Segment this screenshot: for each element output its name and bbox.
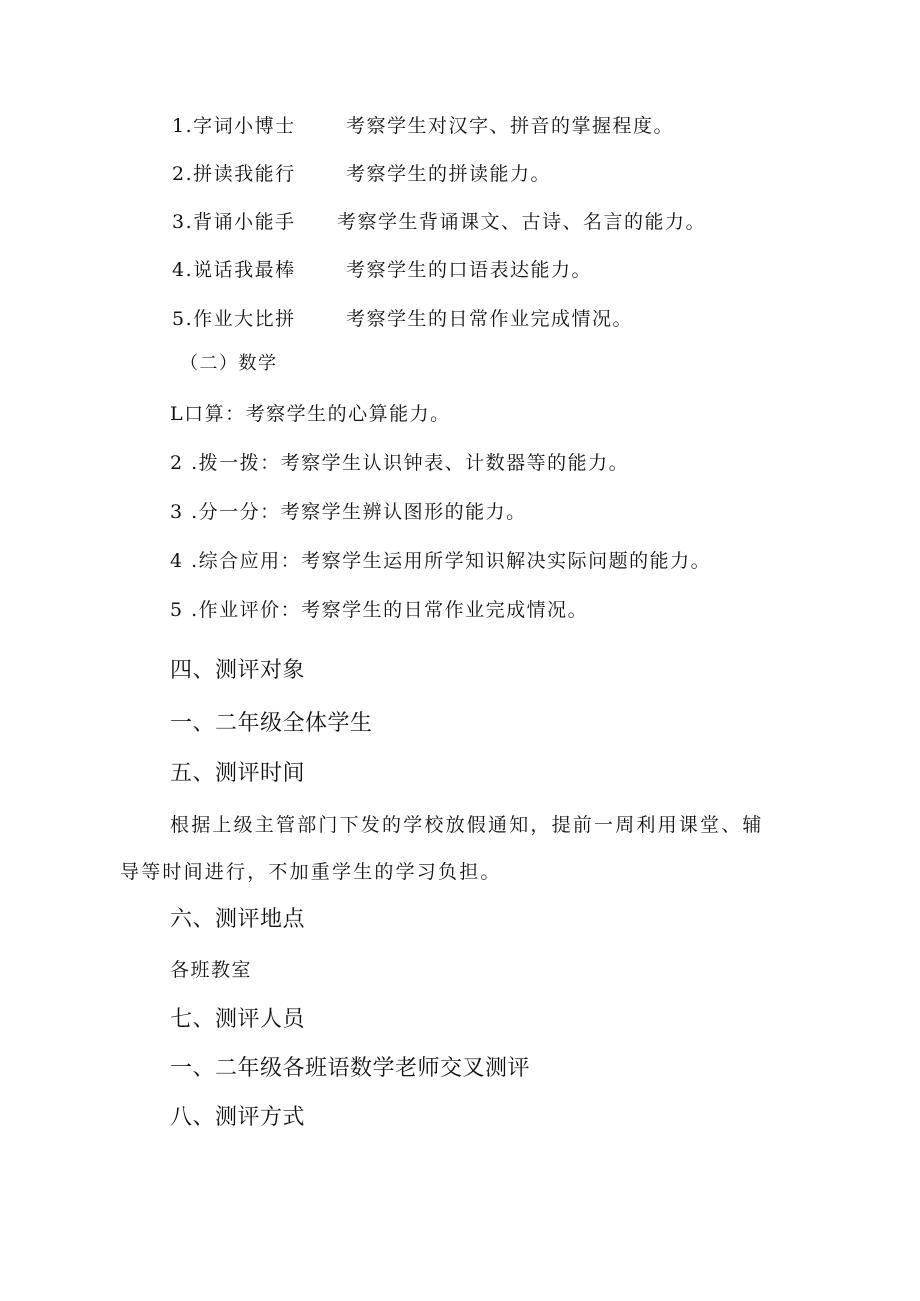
item-name: 背诵小能手 xyxy=(193,211,296,233)
section-heading-staff: 七、测评人员 xyxy=(170,1007,306,1032)
place-text: 各班教室 xyxy=(170,959,253,981)
item-name: 说话我最棒 xyxy=(193,259,296,281)
math-item-5: 5 .作业评价：考察学生的日常作业完成情况。 xyxy=(170,599,589,621)
item-description: 考察学生对汉字、拼音的掌握程度。 xyxy=(346,115,675,137)
item-description: 考察学生的拼读能力。 xyxy=(346,163,552,185)
item-name: 作业大比拼 xyxy=(193,308,296,330)
objects-text: 一、二年级全体学生 xyxy=(170,711,373,736)
time-text-line-1: 根据上级主管部门下发的学校放假通知，提前一周利用课堂、辅 xyxy=(170,814,764,836)
item-number: 5. xyxy=(172,308,194,330)
item-description: 考察学生的日常作业完成情况。 xyxy=(346,308,634,330)
math-item-2: 2 .拨一拨：考察学生认识钟表、计数器等的能力。 xyxy=(170,452,630,474)
item-description: 考察学生的口语表达能力。 xyxy=(346,259,593,281)
staff-text: 一、二年级各班语数学老师交叉测评 xyxy=(170,1056,531,1081)
item-name: 拼读我能行 xyxy=(193,163,296,185)
math-item-4: 4 .综合应用：考察学生运用所学知识解决实际问题的能力。 xyxy=(170,550,712,572)
item-description: 考察学生背诵课文、古诗、名言的能力。 xyxy=(337,211,707,233)
math-subheading: （二）数学 xyxy=(180,353,278,374)
time-text-line-2: 导等时间进行，不加重学生的学习负担。 xyxy=(120,861,502,883)
chinese-item-2 xyxy=(172,162,552,186)
chinese-item-1 xyxy=(172,114,675,138)
section-heading-method: 八、测评方式 xyxy=(170,1105,306,1130)
item-number: 1. xyxy=(172,115,194,137)
item-number: 2. xyxy=(172,163,194,185)
section-heading-time: 五、测评时间 xyxy=(170,761,306,786)
chinese-item-5 xyxy=(172,307,634,331)
math-item-3: 3 .分一分：考察学生辨认图形的能力。 xyxy=(170,501,527,523)
item-number: 3. xyxy=(172,211,194,233)
section-heading-place: 六、测评地点 xyxy=(170,907,306,932)
item-name: 字词小博士 xyxy=(193,115,296,137)
chinese-item-3 xyxy=(172,210,707,234)
chinese-item-4 xyxy=(172,258,593,282)
math-item-1: L口算：考察学生的心算能力。 xyxy=(170,403,451,425)
section-heading-objects: 四、测评对象 xyxy=(170,658,306,683)
item-number: 4. xyxy=(172,259,194,281)
